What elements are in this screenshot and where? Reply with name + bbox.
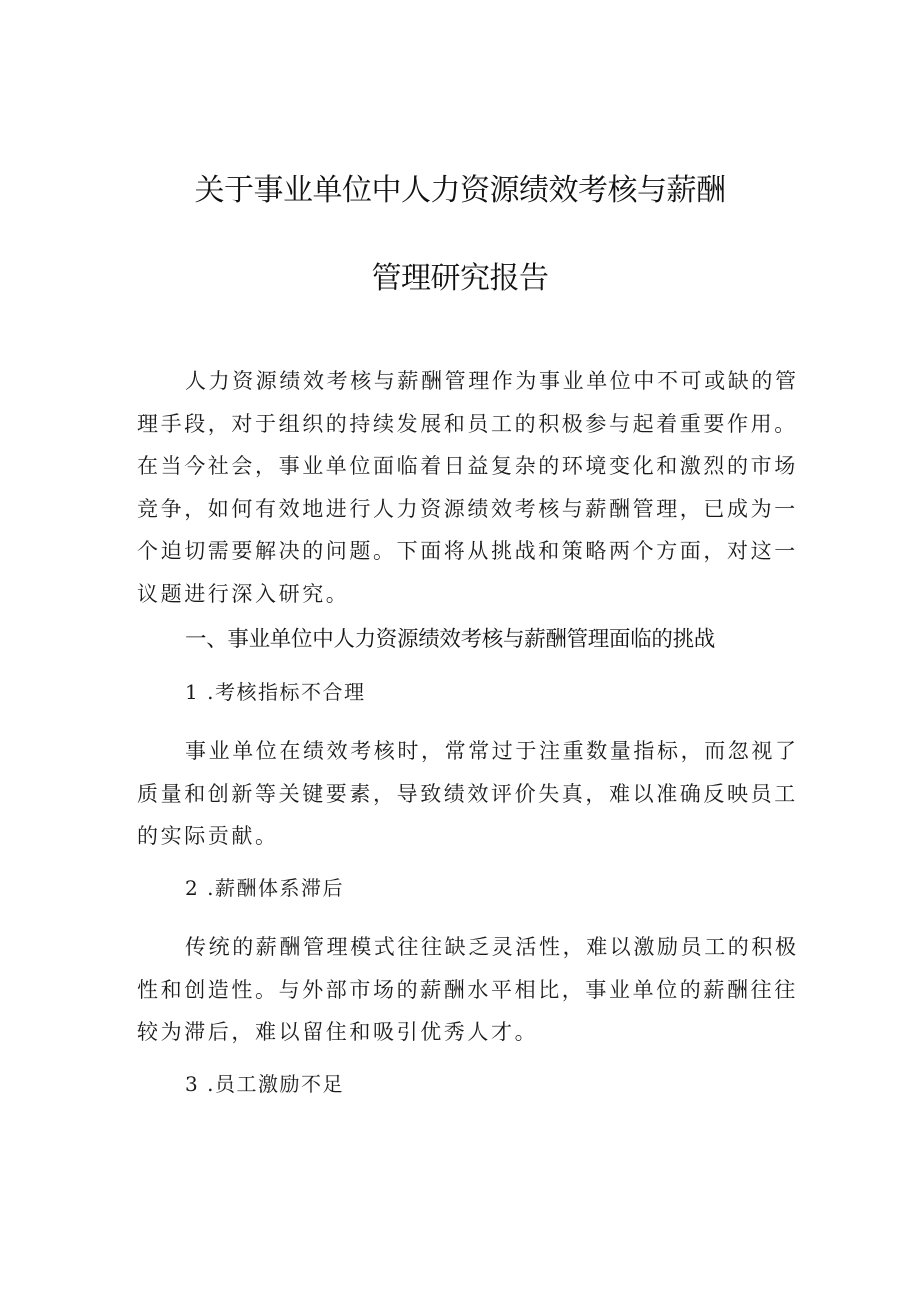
- intro-line: 人力资源绩效考核与薪酬管理作为事业单位中不可或缺的管: [185, 369, 799, 393]
- paragraph-line: 较为滞后，难以留住和吸引优秀人才。: [137, 1020, 539, 1044]
- paragraph-line: 的实际贡献。: [137, 824, 279, 848]
- intro-line: 理手段，对于组织的持续发展和员工的积极参与起着重要作用。: [137, 411, 798, 436]
- subsection-title: 1 .考核指标不合理: [185, 680, 366, 704]
- intro-paragraph: [137, 360, 799, 615]
- paragraph-line: 质量和创新等关键要素，导致绩效评价失真，难以准确反映员工: [137, 781, 798, 806]
- document-title-line-1: 关于事业单位中人力资源绩效考核与薪酬: [194, 173, 726, 208]
- intro-line: 议题进行深入研究。: [137, 581, 350, 606]
- section-heading: 一、事业单位中人力资源绩效考核与薪酬管理面临的挑战: [185, 627, 716, 652]
- intro-line: 在当今社会，事业单位面临着日益复杂的环境变化和激烈的市场: [137, 454, 798, 478]
- subsection-paragraph: [137, 730, 799, 858]
- paragraph-line: 传统的薪酬管理模式往往缺乏灵活性，难以激励员工的积极: [185, 935, 799, 959]
- subsection-paragraph: [137, 926, 799, 1054]
- subsection-title: 2 .薪酬体系滞后: [185, 876, 344, 900]
- intro-line: 个迫切需要解决的问题。下面将从挑战和策略两个方面，对这一: [137, 539, 798, 563]
- paragraph-line: 性和创造性。与外部市场的薪酬水平相比，事业单位的薪酬往往: [137, 977, 798, 1002]
- subsection-title: 3 .员工激励不足: [185, 1072, 344, 1096]
- intro-line: 竞争，如何有效地进行人力资源绩效考核与薪酬管理，已成为一: [137, 496, 798, 521]
- document-title-line-2: 管理研究报告: [371, 261, 549, 296]
- paragraph-line: 事业单位在绩效考核时，常常过于注重数量指标，而忽视了: [185, 739, 799, 763]
